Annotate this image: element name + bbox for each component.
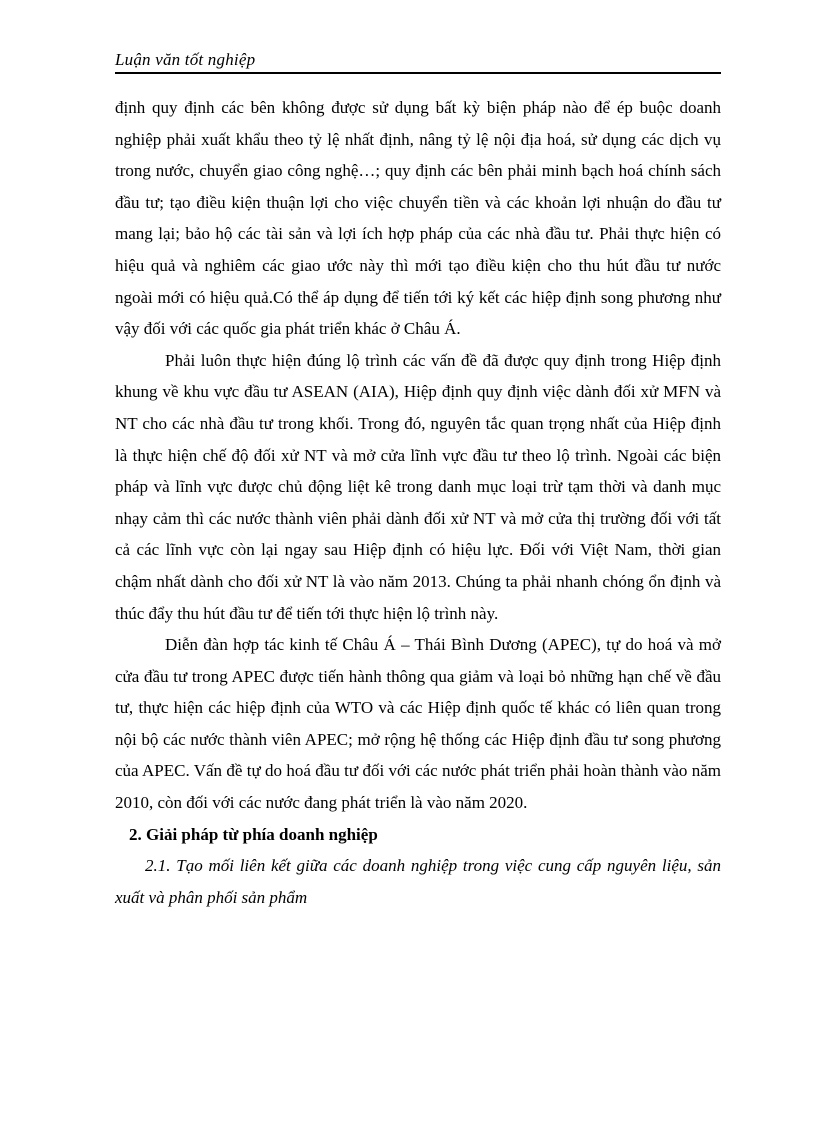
paragraph-continued: định quy định các bên không được sử dụng bất kỳ biện pháp nào để ép buộc doanh nghiệp phải xuất khẩu theo tỷ lệ nhất định, nâng tỷ lệ nội địa hoá, sử dụng các dịch vụ trong nước, chuyển giao công nghệ…; quy định các bên phải minh bạch hoá chính sách đầu tư; tạo điều kiện thuận lợi cho việc chuyển tiền và các khoản lợi nhuận do đầu tư mang lại; bảo hộ các tài sản và lợi ích hợp pháp của các nhà đầu tư. Phải thực hiện có hiệu quả và nghiêm các giao ước này thì mới tạo điều kiện cho thu hút đầu tư nước ngoài mới có hiệu quả.Có thể áp dụng để tiến tới ký kết các hiệp định song phương như vậy đối với các quốc gia phát triển khác ở Châu Á. [115,98,721,339]
section-heading: 2. Giải pháp từ phía doanh nghiệp [129,824,378,844]
paragraph-apec: Diễn đàn hợp tác kinh tế Châu Á – Thái Bình Dương (APEC), tự do hoá và mở cửa đầu tư trong APEC được tiến hành thông qua giảm và loại bỏ những hạn chế về đầu tư, thực hiện các hiệp định của WTO và các Hiệp định quốc tế khác có liên quan trong nội bộ các nước thành viên APEC; mở rộng hệ thống các Hiệp định đầu tư song phương của APEC. Vấn đề tự do hoá đầu tư đối với các nước phát triển phải hoàn thành vào năm 2010, còn đối với các nước đang phát triển là vào năm 2020. [115,635,721,813]
paragraph-aia: Phải luôn thực hiện đúng lộ trình các vấn đề đã được quy định trong Hiệp định khung về khu vực đầu tư ASEAN (AIA), Hiệp định quy định việc dành đối xử MFN và NT cho các nhà đầu tư trong khối. Trong đó, nguyên tắc quan trọng nhất của Hiệp định là thực hiện chế độ đối xử NT và mở cửa lĩnh vực đầu tư theo lộ trình. Ngoài các biện pháp và lĩnh vực được chủ động liệt kê trong danh mục loại trừ tạm thời và danh mục nhạy cảm thì các nước thành viên phải dành đối xử NT và mở cửa thị trường đối với tất cả các lĩnh vực còn lại ngay sau Hiệp định có hiệu lực. Đối với Việt Nam, thời gian chậm nhất dành cho đối xử NT là vào năm 2013. Chúng ta phải nhanh chóng ổn định và thúc đẩy thu hút đầu tư để tiến tới thực hiện lộ trình này. [115,350,721,623]
page-header [115,48,721,74]
subsection-heading: 2.1. Tạo mối liên kết giữa các doanh nghiệp trong việc cung cấp nguyên liệu, sản xuất và phân phối sản phẩm [115,856,721,907]
page-body [115,92,721,913]
document-title: Luận văn tốt nghiệp [115,50,256,69]
